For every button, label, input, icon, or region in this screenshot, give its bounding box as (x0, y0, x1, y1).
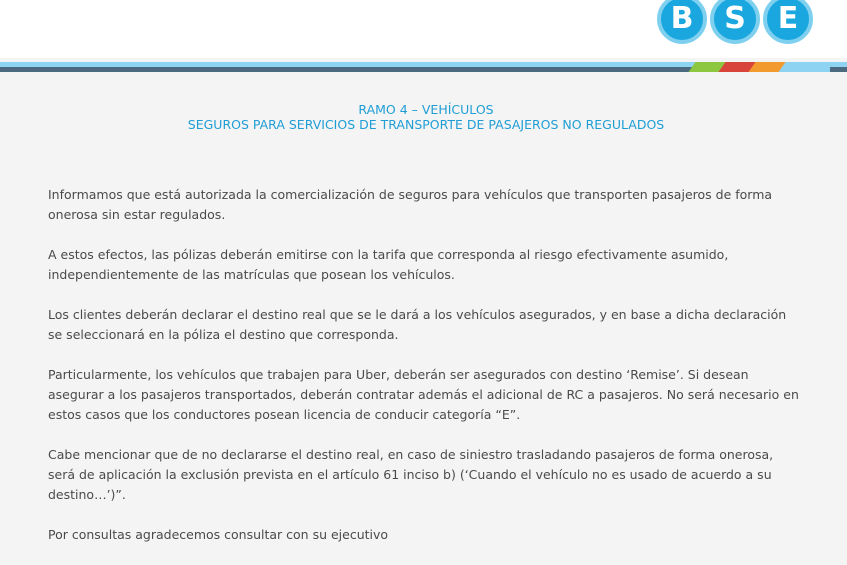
logo-letter-s: S (710, 0, 760, 44)
paragraph-uber: Particularmente, los vehículos que trabajen para Uber, deberán ser asegurados con destino ‘Remise’. Si desean asegurar a los pasajeros transportados, deberán contratar además el adicional de RC a pasajeros. No será necesario en estos casos que los conductores posean licencia de conducir categoría “E”. (48, 367, 799, 422)
logo-letter-e: E (763, 0, 813, 44)
logo-letter-b: B (657, 0, 707, 44)
document-body (48, 185, 804, 545)
accent-blue (778, 62, 830, 72)
paragraph-tariff: A estos efectos, las pólizas deberán emitirse con la tarifa que corresponda al riesgo efectivamente asumido, independientemente de las matrículas que posean los vehículos. (48, 247, 729, 282)
stripe-accents (670, 62, 830, 72)
paragraph-authorization: Informamos que está autorizada la comercialización de seguros para vehículos que transporten pasajeros de forma onerosa sin estar regulados. (48, 187, 773, 222)
document-title-line2: SEGUROS PARA SERVICIOS DE TRANSPORTE DE PASAJEROS NO REGULADOS (187, 117, 665, 132)
header (0, 0, 847, 58)
paragraph-exclusion: Cabe mencionar que de no declararse el destino real, en caso de siniestro trasladando pasajeros de forma onerosa, será de aplicación la exclusión prevista en el artículo 61 inciso b) (‘Cuando el vehículo no es usado de acuerdo a su destino…’)”. (48, 447, 774, 502)
bse-logo[interactable] (657, 0, 813, 44)
paragraph-contact: Por consultas agradecemos consultar con su ejecutivo (48, 527, 389, 542)
document-title-line1: RAMO 4 – VEHÍCULOS (358, 102, 494, 117)
header-stripe-band (0, 58, 847, 74)
paragraph-declaration: Los clientes deberán declarar el destino real que se le dará a los vehículos asegurados, y en base a dicha declaración se seleccionará en la póliza el destino que corresponda. (48, 307, 787, 342)
document-content (48, 102, 804, 565)
